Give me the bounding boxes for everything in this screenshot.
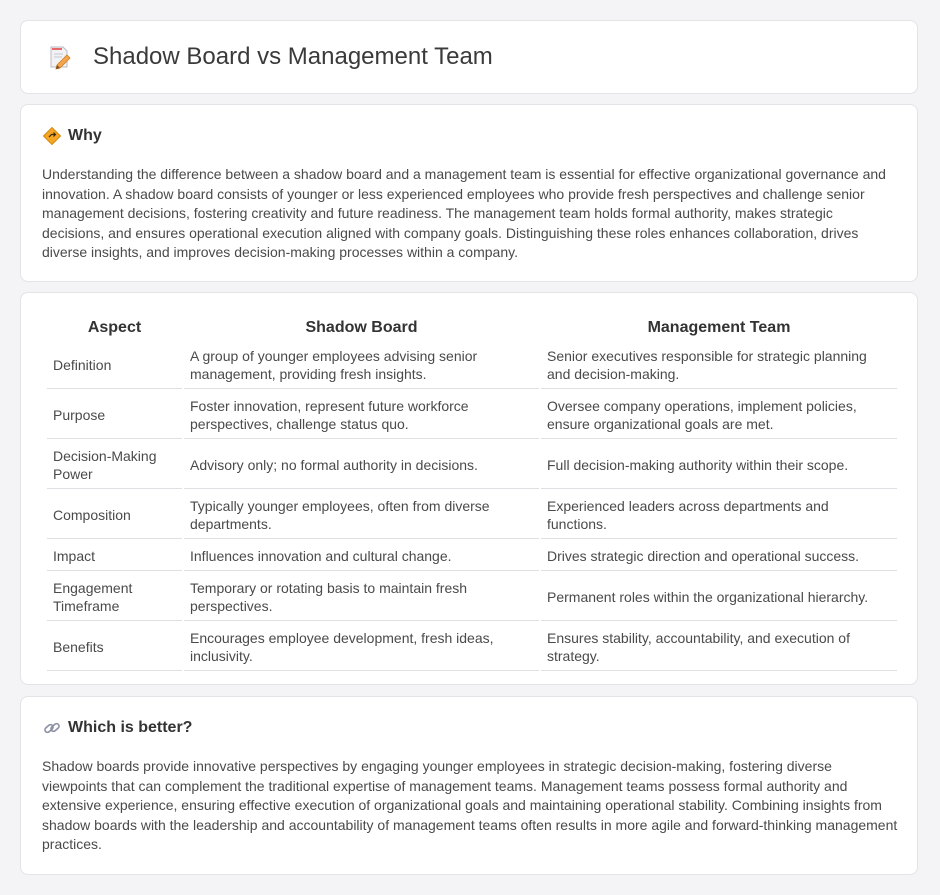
aspect-cell: Benefits [47, 623, 182, 671]
better-text: Shadow boards provide innovative perspectives by engaging younger employees in strategic decision-making, fostering diverse viewpoints that can complement the traditional expertise of management teams. Management teams possess formal authority and extensive experience, ensuring effective execution of organizational goals and maintaining operational stability. Combining insights from shadow boards with the leadership and accountability of management teams often results in more agile and forward-thinking management practices. [42, 758, 898, 853]
aspect-cell: Impact [47, 541, 182, 571]
table-row [47, 391, 897, 439]
table-row [47, 441, 897, 489]
column-header-shadow-board: Shadow Board [305, 319, 418, 336]
shadow-board-cell: A group of younger employees advising senior management, providing fresh insights. [184, 341, 539, 389]
memo-pencil-icon [47, 44, 73, 70]
management-team-cell: Senior executives responsible for strategic planning and decision-making. [541, 341, 897, 389]
better-heading [43, 719, 192, 737]
aspect-cell: Engagement Timeframe [47, 573, 182, 621]
why-section [20, 104, 918, 282]
management-team-cell: Ensures stability, accountability, and execution of strategy. [541, 623, 897, 671]
aspect-cell: Purpose [47, 391, 182, 439]
shadow-board-cell: Typically younger employees, often from diverse departments. [184, 491, 539, 539]
title-wrap [47, 43, 493, 71]
comparison-card [20, 292, 918, 685]
column-header-management-team: Management Team [647, 319, 791, 336]
table-row [47, 573, 897, 621]
table-header-row [47, 317, 897, 339]
header-card [20, 20, 918, 94]
page-title: Shadow Board vs Management Team [93, 43, 493, 70]
table-row [47, 541, 897, 571]
comparison-table [45, 315, 899, 673]
management-team-cell: Permanent roles within the organizational hierarchy. [541, 573, 897, 621]
aspect-cell: Definition [47, 341, 182, 389]
why-text: Understanding the difference between a shadow board and a management team is essential for effective organizational governance and innovation. A shadow board consists of younger or less experienced employees who provide fresh perspectives and challenge senior management decisions, fostering creativity and future readiness. The management team holds formal authority, makes strategic decisions, and ensures operational execution aligned with company goals. Distinguishing these roles enhances collaboration, drives diverse insights, and improves decision-making processes within a company. [42, 166, 886, 261]
management-team-cell: Drives strategic direction and operational success. [541, 541, 897, 571]
table-row [47, 341, 897, 389]
aspect-cell: Composition [47, 491, 182, 539]
shadow-board-cell: Encourages employee development, fresh ideas, inclusivity. [184, 623, 539, 671]
better-title: Which is better? [68, 719, 193, 736]
column-header-aspect: Aspect [87, 319, 142, 336]
shadow-board-cell: Foster innovation, represent future workforce perspectives, challenge status quo. [184, 391, 539, 439]
shadow-board-cell: Influences innovation and cultural change. [184, 541, 539, 571]
why-heading [43, 127, 102, 145]
aspect-cell: Decision-Making Power [47, 441, 182, 489]
diamond-sign-icon [43, 127, 61, 145]
why-title: Why [68, 127, 102, 144]
management-team-cell: Full decision-making authority within their scope. [541, 441, 897, 489]
which-is-better-section [20, 696, 918, 875]
table-row [47, 623, 897, 671]
shadow-board-cell: Temporary or rotating basis to maintain fresh perspectives. [184, 573, 539, 621]
management-team-cell: Experienced leaders across departments and functions. [541, 491, 897, 539]
shadow-board-cell: Advisory only; no formal authority in decisions. [184, 441, 539, 489]
management-team-cell: Oversee company operations, implement policies, ensure organizational goals are met. [541, 391, 897, 439]
link-icon [43, 719, 61, 737]
table-row [47, 491, 897, 539]
